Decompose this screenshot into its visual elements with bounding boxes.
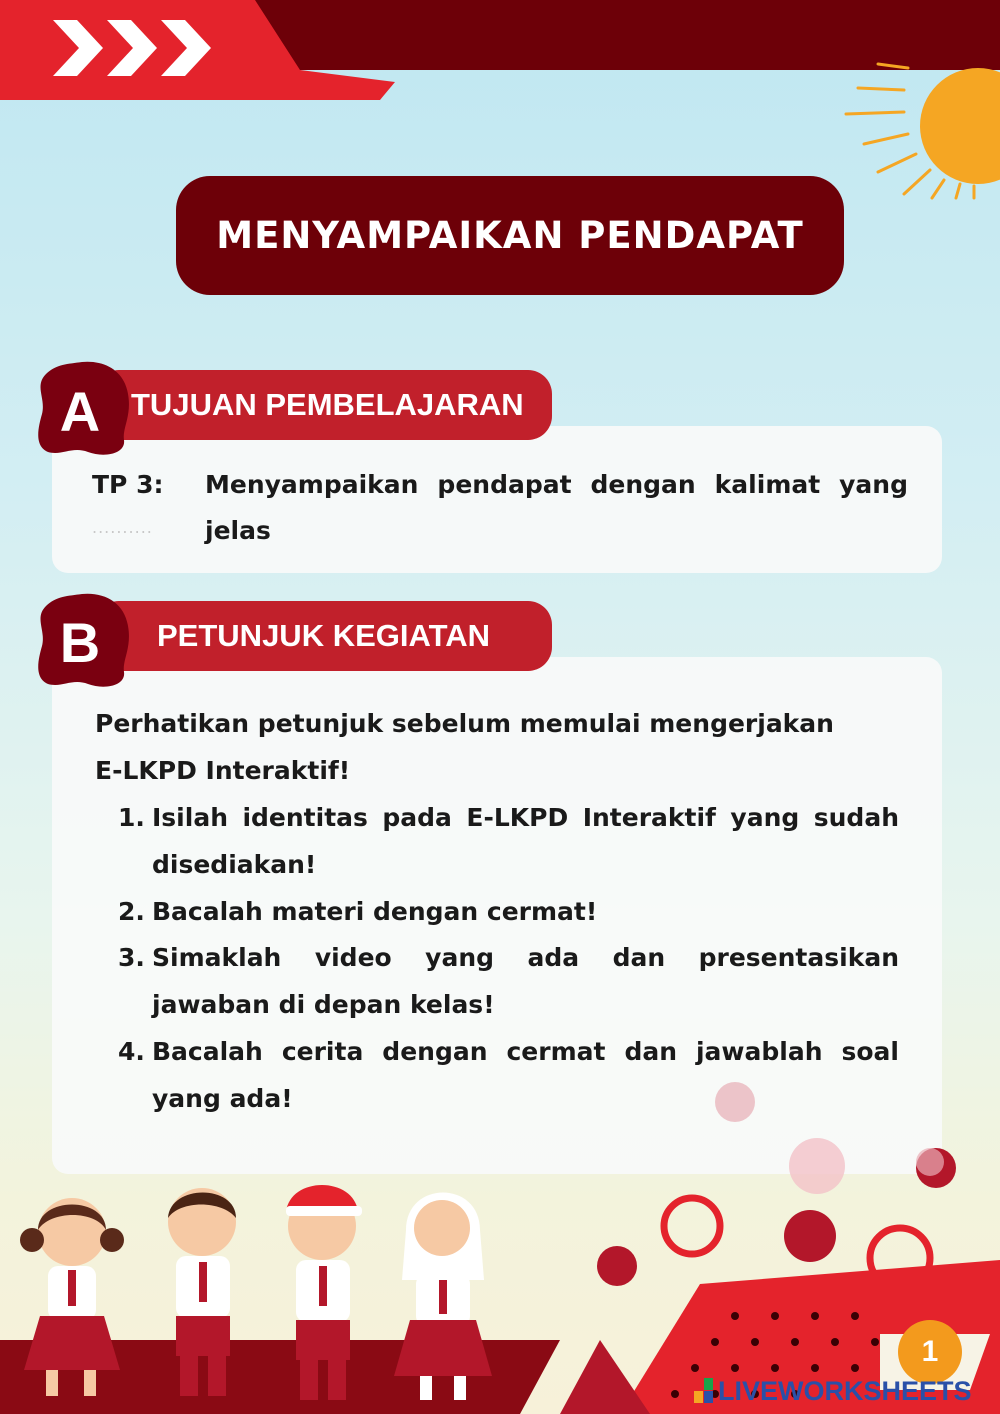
sun-icon <box>838 60 1000 200</box>
list-item-text-cont: jawaban di depan kelas! <box>152 990 495 1019</box>
instructions-intro-line1: Perhatikan petunjuk sebelum memulai mengerjakan <box>95 709 834 738</box>
students-illustration <box>10 1170 540 1410</box>
page-title: MENYAMPAIKAN PENDAPAT <box>216 214 804 257</box>
list-item-number: 1. <box>118 803 145 832</box>
section-a-letter: A <box>59 379 101 443</box>
page-number-badge: 1 <box>898 1320 962 1384</box>
list-item-text: Bacalah cerita dengan cermat dan jawablah soal <box>152 1037 899 1066</box>
title-banner <box>176 176 844 295</box>
list-item-number: 4. <box>118 1037 145 1066</box>
section-b-letter: B <box>59 610 101 674</box>
footer-brand[interactable]: LIVEWORKSHEETS <box>718 1376 972 1406</box>
list-item-text-cont: yang ada! <box>152 1084 293 1113</box>
section-a-heading: TUJUAN PEMBELAJARAN <box>95 370 552 440</box>
list-item-number: 2. <box>118 897 145 926</box>
section-b-heading: PETUNJUK KEGIATAN <box>95 601 552 671</box>
learning-objective-card <box>52 426 942 573</box>
list-item-text-cont: disediakan! <box>152 850 317 879</box>
list-item-text: Isilah identitas pada E-LKPD Interaktif yang sudah <box>152 803 899 832</box>
dotted-spacer: .......... <box>92 518 153 537</box>
liveworksheets-logo-icon <box>694 1378 714 1404</box>
list-item-text: Bacalah materi dengan cermat! <box>152 897 598 926</box>
objective-text-line2: jelas <box>205 516 271 545</box>
objective-text-line1: Menyampaikan pendapat dengan kalimat yang <box>205 470 908 499</box>
instructions-intro-line2: E-LKPD Interaktif! <box>95 756 351 785</box>
list-item-number: 3. <box>118 943 145 972</box>
chevron-arrows-icon <box>45 16 215 80</box>
objective-label: TP 3: <box>92 470 164 499</box>
list-item-text: Simaklah video yang ada dan presentasikan <box>152 943 899 972</box>
